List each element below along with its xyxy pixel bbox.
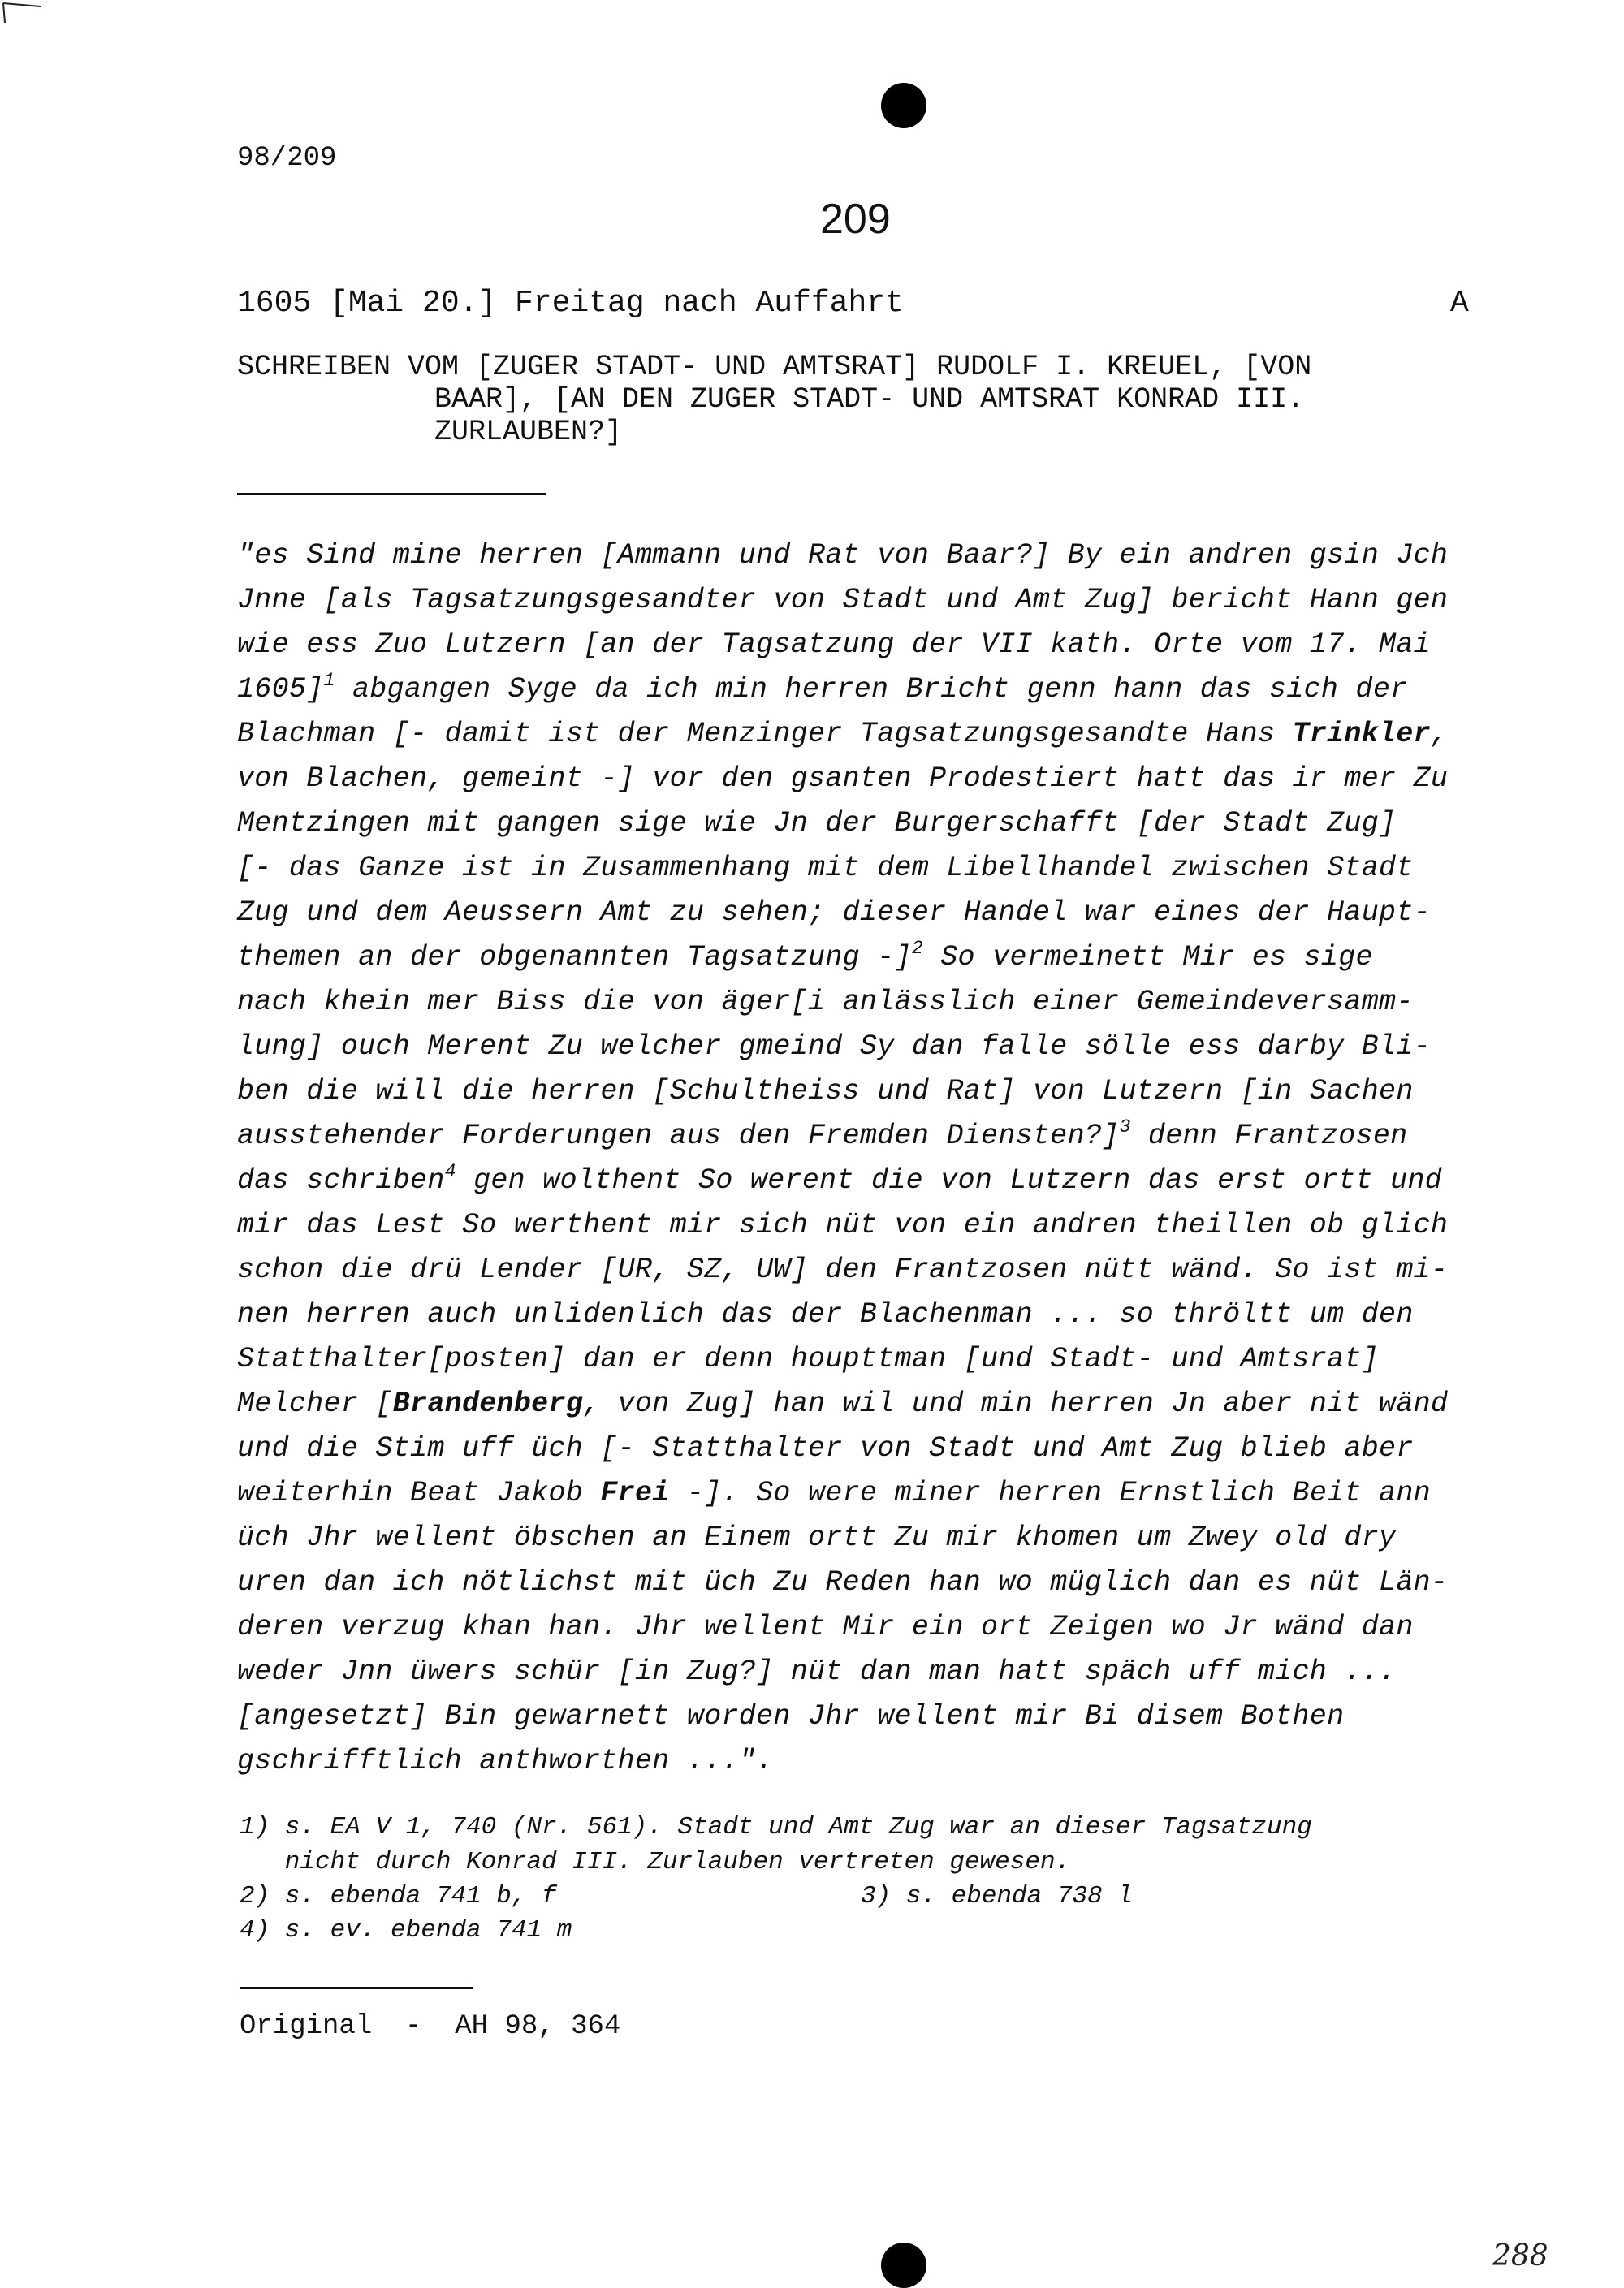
bold-name: Trinkler — [1292, 718, 1431, 750]
body-text: das schriben — [237, 1164, 445, 1197]
body-text: 1605] — [237, 673, 324, 706]
corner-scan-mark — [0, 0, 49, 24]
body-text: weiterhin Beat Jakob — [237, 1477, 601, 1509]
heading-line-1: SCHREIBEN VOM [ZUGER STADT- UND AMTSRAT] RUDOLF I. KREUEL, [VON — [237, 351, 1312, 383]
body-text: So vermeinett Mir es sige — [922, 941, 1373, 973]
body-text: , von Zug] han wil und min herren Jn aber nit wänd — [583, 1388, 1449, 1420]
body-line: [angesetzt] Bin gewarnett worden Jhr wellent mir Bi disem Bothen — [237, 1700, 1345, 1733]
footnote-ref: 2 — [911, 938, 923, 959]
body-line: Mentzingen mit gangen sige wie Jn der Burgerschafft [der Stadt Zug] — [237, 807, 1397, 840]
body-text: denn Frantzosen — [1130, 1120, 1408, 1152]
source-divider — [240, 1987, 473, 1989]
body-line — [237, 718, 1448, 750]
body-line: nen herren auch unlidenlich das der Blachenman ... so thröltt um den — [237, 1298, 1414, 1331]
footnote-ref: 3 — [1119, 1116, 1131, 1138]
body-text: gen wolthent So werent die von Lutzern das erst ortt und — [456, 1164, 1443, 1197]
body-line — [237, 938, 1373, 973]
body-line: mir das Lest So werthent mir sich nüt von ein andren theillen ob glich — [237, 1209, 1449, 1241]
body-line: weder Jnn üwers schür [in Zug?] nüt dan man hatt späch uff mich ... — [237, 1656, 1397, 1688]
body-line: lung] ouch Merent Zu welcher gmeind Sy dan falle sölle ess darby Bli- — [237, 1030, 1431, 1063]
footnote-4: 4) s. ev. ebenda 741 m — [240, 1916, 572, 1945]
body-line: wie ess Zuo Lutzern [an der Tagsatzung der VII kath. Orte vom 17. Mai — [237, 628, 1431, 661]
body-line: Statthalter[posten] dan er denn houpttman [und Stadt- und Amtsrat] — [237, 1343, 1380, 1375]
body-text: ausstehender Forderungen aus den Fremden Diensten?] — [237, 1120, 1120, 1152]
body-line: uren dan ich nötlichst mit üch Zu Reden han wo müglich dan es nüt Län- — [237, 1566, 1449, 1599]
punch-hole-top — [881, 83, 926, 128]
body-line: nach khein mer Biss die von äger[i anlässlich einer Gemeindeversamm- — [237, 986, 1414, 1018]
bold-name: Frei — [600, 1477, 670, 1509]
heading-line-2: BAAR], [AN DEN ZUGER STADT- UND AMTSRAT KONRAD III. — [434, 383, 1305, 416]
body-line: ben die will die herren [Schultheiss und Rat] von Lutzern [in Sachen — [237, 1075, 1414, 1107]
body-line — [237, 1477, 1431, 1509]
body-line: von Blachen, gemeint -] vor den gsanten Prodestiert hatt das ir mer Zu — [237, 762, 1449, 795]
body-line: "es Sind mine herren [Ammann und Rat von Baar?] By ein andren gsin Jch — [237, 539, 1449, 572]
body-line: deren verzug khan han. Jhr wellent Mir ein ort Zeigen wo Jr wänd dan — [237, 1611, 1414, 1643]
body-line: Zug und dem Aeussern Amt zu sehen; dieser Handel war eines der Haupt- — [237, 896, 1431, 929]
body-line — [237, 1116, 1408, 1152]
body-text: Blachman [- damit ist der Menzinger Tagsatzungsgesandte Hans — [237, 718, 1293, 750]
footnote-ref: 4 — [444, 1161, 456, 1182]
body-text: Melcher [ — [237, 1388, 393, 1420]
footnote-1-cont: nicht durch Konrad III. Zurlauben vertreten gewesen. — [240, 1848, 1071, 1876]
body-text: , — [1430, 718, 1449, 750]
footnote-2: 2) s. ebenda 741 b, f — [240, 1882, 557, 1910]
footnote-ref: 1 — [323, 670, 335, 691]
body-line: Jnne [als Tagsatzungsgesandter von Stadt und Amt Zug] bericht Hann gen — [237, 584, 1449, 616]
heading-divider — [237, 493, 546, 495]
punch-hole-bottom — [881, 2243, 926, 2288]
body-line: und die Stim uff üch [- Statthalter von Stadt und Amt Zug blieb aber — [237, 1432, 1414, 1465]
body-line: schon die drü Lender [UR, SZ, UW] den Frantzosen nütt wänd. So ist mi- — [237, 1254, 1449, 1286]
body-line — [237, 1388, 1448, 1420]
body-line: üch Jhr wellent öbschen an Einem ortt Zu mir khomen um Zwey old dry — [237, 1522, 1397, 1554]
body-text: -]. So were miner herren Ernstlich Beit ann — [669, 1477, 1431, 1509]
body-line — [237, 670, 1408, 706]
heading-line-3: ZURLAUBEN?] — [434, 416, 623, 448]
letter-marker: A — [1450, 286, 1469, 321]
footnote-1: 1) s. EA V 1, 740 (Nr. 561). Stadt und Amt Zug war an dieser Tagsatzung — [240, 1813, 1312, 1841]
body-line — [237, 1161, 1443, 1197]
page-number: 209 — [820, 196, 891, 243]
body-line: gschrifftlich anthworthen ...". — [237, 1745, 774, 1777]
source-reference: Original - AH 98, 364 — [240, 2011, 621, 2042]
body-text: themen an der obgenannten Tagsatzung -] — [237, 941, 912, 973]
bold-name: Brandenberg — [392, 1388, 584, 1420]
footnote-3: 3) s. ebenda 738 l — [861, 1882, 1133, 1910]
handwritten-folio-number: 288 — [1492, 2239, 1548, 2273]
body-text: abgangen Syge da ich min herren Bricht genn hann das sich der — [335, 673, 1408, 706]
body-line: [- das Ganze ist in Zusammenhang mit dem Libellhandel zwischen Stadt — [237, 852, 1414, 884]
archive-id: 98/209 — [237, 143, 337, 174]
date-line: 1605 [Mai 20.] Freitag nach Auffahrt — [237, 286, 904, 321]
